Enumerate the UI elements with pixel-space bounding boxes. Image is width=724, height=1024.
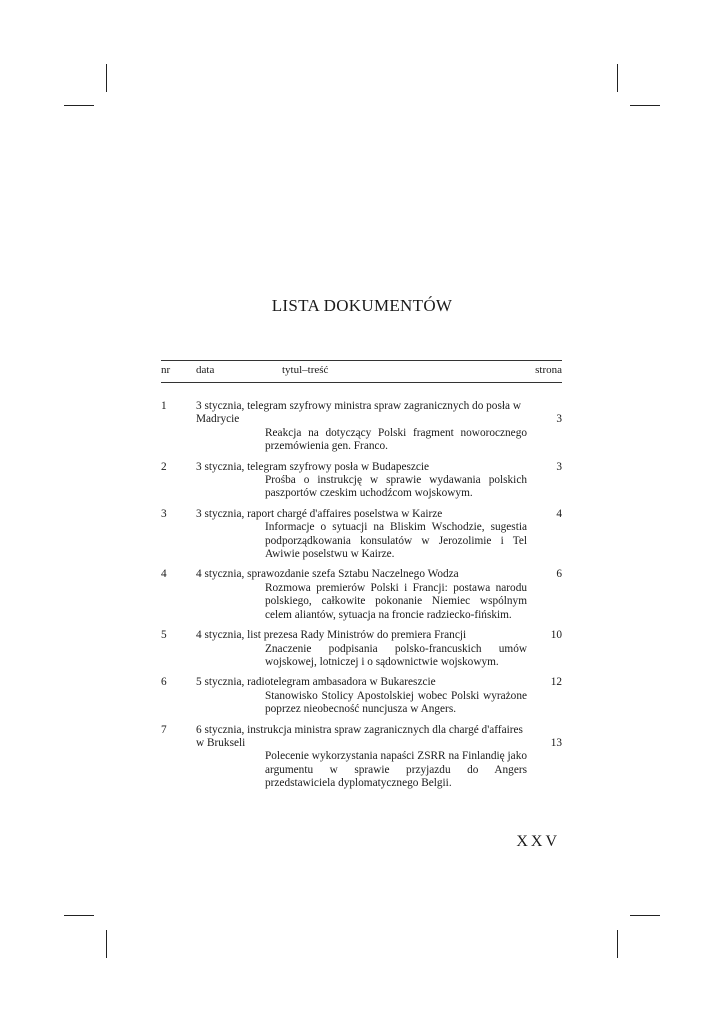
entries-list <box>161 400 562 791</box>
entry-content: Rozmowa premierów Polski i Francji: postawa narodu polskiego, całkowite pokonanie Niemiec wspólnym celem aliantów, sytuacja na froncie radziecko-fińskim. <box>265 581 527 621</box>
table-header <box>161 364 562 380</box>
header-strona: strona <box>535 364 562 376</box>
entry-number: 2 <box>161 460 167 473</box>
entry-number: 6 <box>161 676 167 689</box>
entry-heading: 4 stycznia, list prezesa Rady Ministrów do premiera Francji <box>196 629 467 642</box>
entry-heading: 3 stycznia, telegram szyfrowy ministra spraw zagranicznych do posła w Madrycie <box>196 400 521 426</box>
page-title: LISTA DOKUMENTÓW <box>271 296 453 315</box>
crop-mark <box>617 64 618 92</box>
crop-mark <box>64 105 94 106</box>
entry-number: 3 <box>161 507 167 520</box>
entry-content: Polecenie wykorzystania napaści ZSRR na Finlandię jako argumentu w sprawie przyjazdu do Angers przedstawiciela dyplomatycznego Belgii. <box>265 750 527 790</box>
crop-mark <box>106 64 107 92</box>
crop-mark <box>630 105 660 106</box>
entry-page: 10 <box>550 629 562 642</box>
entry-number: 4 <box>161 568 167 581</box>
crop-mark <box>617 930 618 958</box>
page-number: XXV <box>516 833 560 850</box>
entry-page: 4 <box>556 507 562 520</box>
header-data: data <box>196 364 215 376</box>
crop-mark <box>630 915 660 916</box>
table-row <box>161 400 562 454</box>
entry-content: Prośba o instrukcję w sprawie wydawania polskich paszportów czeskim uchodźcom wojskowym. <box>265 474 527 500</box>
entry-number: 1 <box>161 400 167 412</box>
entry-number: 7 <box>161 723 167 736</box>
header-nr: nr <box>161 364 171 376</box>
document-list <box>161 360 562 798</box>
entry-page: 6 <box>556 568 562 581</box>
entry-heading: 6 stycznia, instrukcja ministra spraw zagranicznych dla chargé d'affaires w Brukseli <box>196 723 523 749</box>
table-row <box>161 724 562 791</box>
table-row <box>161 629 562 669</box>
table-row <box>161 676 562 716</box>
entry-number: 5 <box>161 629 167 642</box>
table-row <box>161 568 562 622</box>
entry-content: Znaczenie podpisania polsko-francuskich umów wojskowej, lotniczej i o sądownictwie wojskowym. <box>265 642 527 668</box>
entry-content: Stanowisko Stolicy Apostolskiej wobec Polski wyrażone poprzez nieobecność nuncjusza w Angers. <box>265 689 527 716</box>
crop-mark <box>64 915 94 916</box>
entry-page: 13 <box>550 736 562 749</box>
entry-content: Reakcja na dotyczący Polski fragment noworocznego przemówienia gen. Franco. <box>265 426 527 453</box>
table-row <box>161 508 562 562</box>
entry-page: 3 <box>556 413 562 426</box>
header-tytul: tytul–treść <box>282 364 329 376</box>
table-row <box>161 461 562 501</box>
entry-page: 3 <box>556 460 562 473</box>
crop-mark <box>106 930 107 958</box>
entry-content: Informacje o sytuacji na Bliskim Wschodzie, sugestia podporządkowania konsulatów w Jerozolimie i Tel Awiwie poselstwu w Kairze. <box>265 521 527 561</box>
entry-heading: 3 stycznia, raport chargé d'affaires poselstwa w Kairze <box>196 507 443 520</box>
table-rule <box>161 382 562 383</box>
entry-page: 12 <box>550 676 562 689</box>
entry-heading: 4 stycznia, sprawozdanie szefa Sztabu Naczelnego Wodza <box>196 568 459 581</box>
table-rule <box>161 360 562 361</box>
entry-heading: 3 stycznia, telegram szyfrowy posła w Budapeszcie <box>196 460 430 473</box>
entry-heading: 5 stycznia, radiotelegram ambasadora w Bukareszcie <box>196 676 436 689</box>
